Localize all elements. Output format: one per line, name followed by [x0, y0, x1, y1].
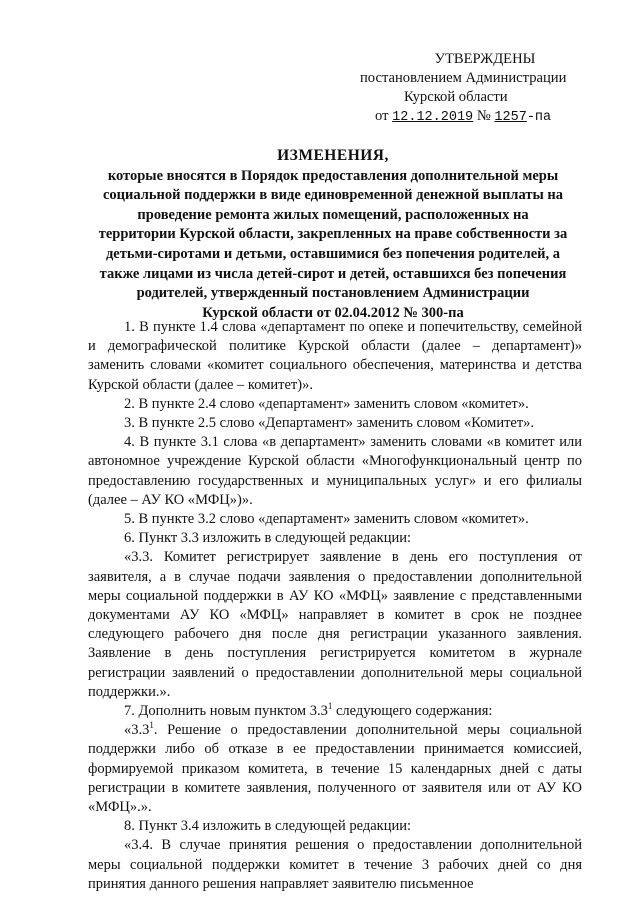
title-line: также лицами из числа детей-сирот и детей, оставшихся без попечения [99, 265, 567, 282]
item-3: 3. В пункте 2.5 слово «Департамент» заменить словом «Комитет». [124, 415, 535, 432]
document-body [88, 318, 582, 894]
item-6: 6. Пункт 3.3 изложить в следующей редакции: [124, 530, 412, 547]
document-title [70, 146, 596, 323]
item-7: 7. Дополнить новым пунктом $3.3^1$ следующего содержания: [124, 701, 493, 720]
approval-region: Курской области [404, 89, 508, 105]
item-1: 1. В пункте 1.4 слова «департамент по опеке и попечительству, семейной и демографической политике Курской области (далее – департамент)» заменить словами «комитет социального обеспечения, материнства и детства Курской области (далее – комитет)». [88, 319, 582, 393]
item-5: 5. В пункте 3.2 слово «департамент» заменить словом «комитет». [124, 511, 529, 528]
item-8-quote: «3.4. В случае принятия решения о предоставлении дополнительной меры социальной поддержки комитет в течение 3 рабочих дней со дня принятия данного решения направляет заявителю письменное [88, 837, 582, 892]
approval-stamp [360, 50, 610, 127]
title-line: родителей, утвержденный постановлением Администрации [136, 285, 530, 302]
title-line: которые вносятся в Порядок предоставления дополнительной меры [107, 167, 559, 184]
item-2: 2. В пункте 2.4 слово «департамент» заменить словом «комитет». [124, 395, 529, 412]
approval-title: УТВЕРЖДЕНЫ [434, 51, 536, 67]
title-line: детьми-сиротами и детьми, оставшимися без попечения родителей, а [105, 245, 561, 262]
approval-date: 12.12.2019 [392, 110, 474, 125]
title-line: Курской области от 02.04.2012 № 300-па [202, 304, 464, 321]
approval-date-number: от 12.12.2019 № 1257-па [375, 108, 552, 125]
item-6-quote: «3.3. Комитет регистрирует заявление в день его поступления от заявителя, а в случае подачи заявления о предоставлении дополнительной меры социальной поддержки в АУ КО «МФЦ» заявление с представленными документами АУ КО «МФЦ» направляет в комитет в срок не позднее следующего рабочего дня после дня регистрации указанного заявления. Заявление в день поступления регистрируется комитетом в журнале регистрации заявлений о предоставлении дополнительной меры социальной поддержки.». [88, 549, 582, 700]
title-line: территории Курской области, закрепленных на праве собственности за [98, 226, 568, 243]
item-8: 8. Пункт 3.4 изложить в следующей редакции: [124, 818, 412, 835]
approval-resolution: постановлением Администрации [360, 70, 567, 86]
title-line: проведение ремонта жилых помещений, расположенных на [137, 206, 529, 223]
item-4: 4. В пункте 3.1 слова «в департамент» заменить словами «в комитет или автономное учреждение Курской области «Многофункциональный центр по предоставлению государственных и муниципальных услуг» и его филиалы (далее – АУ КО «МФЦ»)». [88, 434, 582, 508]
approval-number: 1257 [494, 110, 527, 125]
item-7-quote: «$3.3^1$. Решение о предоставлении дополнительной меры социальной поддержки либо об отказе в ее предоставлении принимается комиссией, формируемой приказом комитета, в течение 15 календарных дней с даты регистрации в комитете заявления, полученного от заявителя или от АУ КО «МФЦ».». [88, 720, 582, 816]
title-line: социальной поддержки в виде единовременной денежной выплаты на [102, 187, 563, 204]
title-heading: ИЗМЕНЕНИЯ, [277, 147, 389, 164]
